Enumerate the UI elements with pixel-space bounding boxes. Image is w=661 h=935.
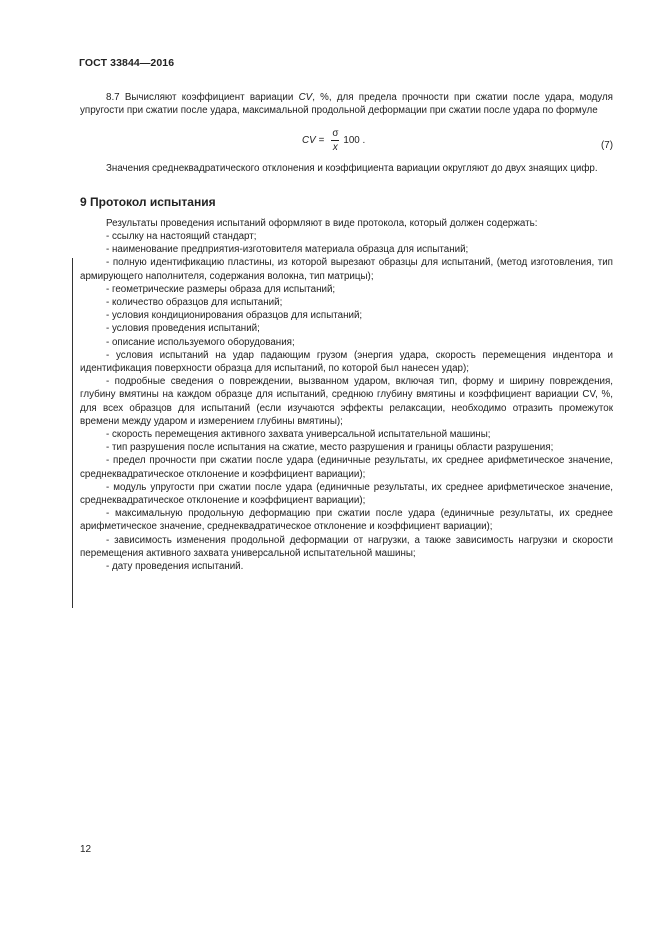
formula-7 — [80, 122, 613, 162]
list-item: - дату проведения испытаний. — [106, 561, 244, 573]
list-item: - наименование предприятия-изготовителя материала образца для испытаний; — [106, 244, 469, 256]
change-margin-bar — [72, 258, 73, 608]
formula-fraction — [331, 128, 339, 153]
formula-equals: = — [318, 135, 325, 147]
paragraph-8-7-start: 8.7 Вычисляют коэффициент вариации — [106, 92, 299, 103]
list-item: - условия испытаний на удар падающим грузом (энергия удара, скорость перемещения индентора и идентификация поверхности образца для испытаний, по которой был нанесен удар); — [80, 349, 613, 375]
paragraph-8-7-end: , %, для предела прочности при сжатии после удара, модуля упругости при сжатии после удара, максимальной продольной деформации при сжатии после удара по формуле — [80, 92, 613, 117]
formula-expression — [302, 128, 365, 153]
list-item: - модуль упругости при сжатии после удара (единичные результаты, их среднее арифметическое значение, среднеквадратическое отклонение и коэффициент вариации); — [80, 481, 613, 507]
list-item: - геометрические размеры образа для испытаний; — [106, 283, 336, 295]
document-header: ГОСТ 33844—2016 — [79, 57, 175, 69]
list-item: - зависимость изменения продольной деформации от нагрузки, а также зависимость нагрузки и скорости перемещения активного захвата универсальной испытательной машины; — [80, 534, 613, 559]
list-item: - описание используемого оборудования; — [106, 336, 295, 348]
paragraph-8-7 — [80, 91, 613, 117]
list-item: - условия проведения испытаний; — [106, 323, 260, 335]
formula-denominator: x — [332, 142, 338, 154]
page-number: 12 — [80, 844, 92, 855]
list-item: - максимальную продольную деформацию при сжатии после удара (единичные результаты, их среднее арифметическое значение, среднеквадратическое отклонение и коэффициент вариации); — [80, 508, 613, 533]
list-item: - количество образцов для испытаний; — [106, 297, 283, 309]
list-item: - тип разрушения после испытания на сжатие, место разрушения и границы области разрушения; — [106, 442, 554, 454]
section-title: 9 Протокол испытания — [80, 194, 216, 209]
formula-rest: 100 . — [343, 135, 366, 147]
rounding-paragraph: Значения среднеквадратического отклонения и коэффициента вариации округляют до двух знаящих цифр. — [106, 163, 598, 175]
list-item: - ссылку на настоящий стандарт; — [106, 231, 257, 243]
list-item: - подробные сведения о повреждении, вызванном ударом, включая тип, форму и ширину повреждения, глубину вмятины на каждом образце для испытаний, среднюю глубину вмятины и коэффициент вариации CV, %, для всех образцов для испытаний (если изучаются эффекты релаксации, необходимо отразить промежуток времени между ударом и измерением глубины вмятины); — [80, 376, 613, 427]
page-content — [80, 91, 613, 573]
list-item: - условия кондиционирования образцов для испытаний; — [106, 310, 363, 322]
list-item: - предел прочности при сжатии после удара (единичные результаты, их среднее арифметическое значение, среднеквадратическое отклонение и коэффициент вариации); — [80, 455, 613, 480]
list-item: - скорость перемещения активного захвата универсальной испытательной машины; — [106, 429, 491, 441]
formula-numerator: σ — [332, 128, 339, 140]
list-item: - полную идентификацию пластины, из которой вырезают образцы для испытаний, (метод изготовления, тип армирующего наполнителя, содержания волокна, тип матрицы); — [80, 257, 613, 282]
cv-symbol: CV — [298, 92, 313, 103]
formula-number: (7) — [601, 140, 613, 152]
protocol-intro: Результаты проведения испытаний оформляют в виде протокола, который должен содержать: — [106, 217, 538, 229]
formula-lhs: CV — [302, 135, 316, 147]
protocol-list — [80, 230, 613, 573]
